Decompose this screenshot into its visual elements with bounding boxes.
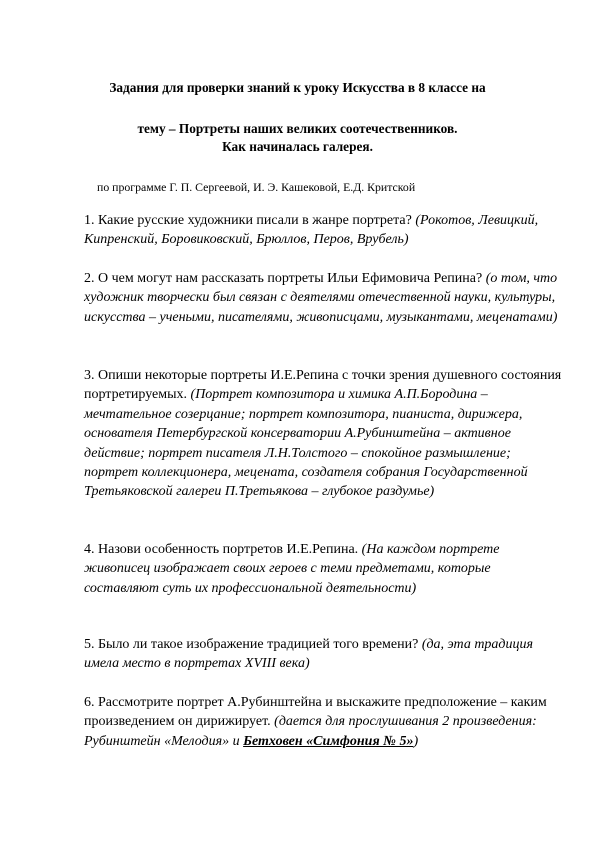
answer-text: (Рокотов, Левицкий, Кипренский, Боровиковский, Брюллов, Перов, Врубель) xyxy=(84,213,539,248)
title-line-1: Задания для проверки знаний к уроку Искусства в 8 классе на xyxy=(109,80,486,95)
question-5 xyxy=(84,635,564,674)
answer-end-text: ) xyxy=(413,733,419,749)
answer-text: (о том, что художник творчески был связан с деятелями отечественной науки, культуры, искусства – учеными, писателями, живописцами, музыкантами, меценатами) xyxy=(84,271,558,325)
question-3 xyxy=(84,366,564,502)
question-text: 5. Было ли такое изображение традицией того времени? xyxy=(84,637,422,652)
answer-text: (дается для прослушивания 2 произведения: Рубинштейн «Мелодия» и xyxy=(84,714,537,749)
title-line-2: тему – Портреты наших великих соотечественников. xyxy=(137,121,458,136)
title-line-3: Как начиналась галерея. xyxy=(222,139,373,154)
question-2 xyxy=(84,269,564,327)
question-text: 1. Какие русские художники писали в жанре портрета? xyxy=(84,213,416,228)
question-4 xyxy=(84,540,564,598)
question-text: 3. Опиши некоторые портреты И.Е.Репина с точки зрения душевного состояния портретируемых. xyxy=(84,368,562,403)
answer-underlined-text: Бетховен «Симфония № 5» xyxy=(243,733,414,749)
question-text: 4. Назови особенность портретов И.Е.Репина. xyxy=(84,542,362,557)
answer-text: (Портрет композитора и химика А.П.Бородина – мечтательное созерцание; портрет композитора, пианиста, дирижера, основателя Петербургской консерватории А.Рубинштейна – активное действие; портрет писателя Л.Н.Толстого – спокойное размышление; портрет коллекционера, мецената, создателя собрания Государственной Третьяковской галереи П.Третьякова – глубокое раздумье) xyxy=(84,387,528,500)
answer-text: (да, эта традиция имела место в портретах XVIII века) xyxy=(84,637,534,672)
program-line: по программе Г. П. Сергеевой, И. Э. Кашековой, Е.Д. Критской xyxy=(97,180,416,194)
question-text: 6. Рассмотрите портрет А.Рубинштейна и выскажите предположение – каким произведением он дирижирует. xyxy=(84,695,547,730)
question-6 xyxy=(84,693,564,751)
answer-text: (На каждом портрете живописец изображает своих героев с теми предметами, которые составляют суть их профессиональной деятельности) xyxy=(84,542,500,596)
question-1 xyxy=(84,211,564,250)
question-text: 2. О чем могут нам рассказать портреты Ильи Ефимовича Репина? xyxy=(84,271,486,286)
